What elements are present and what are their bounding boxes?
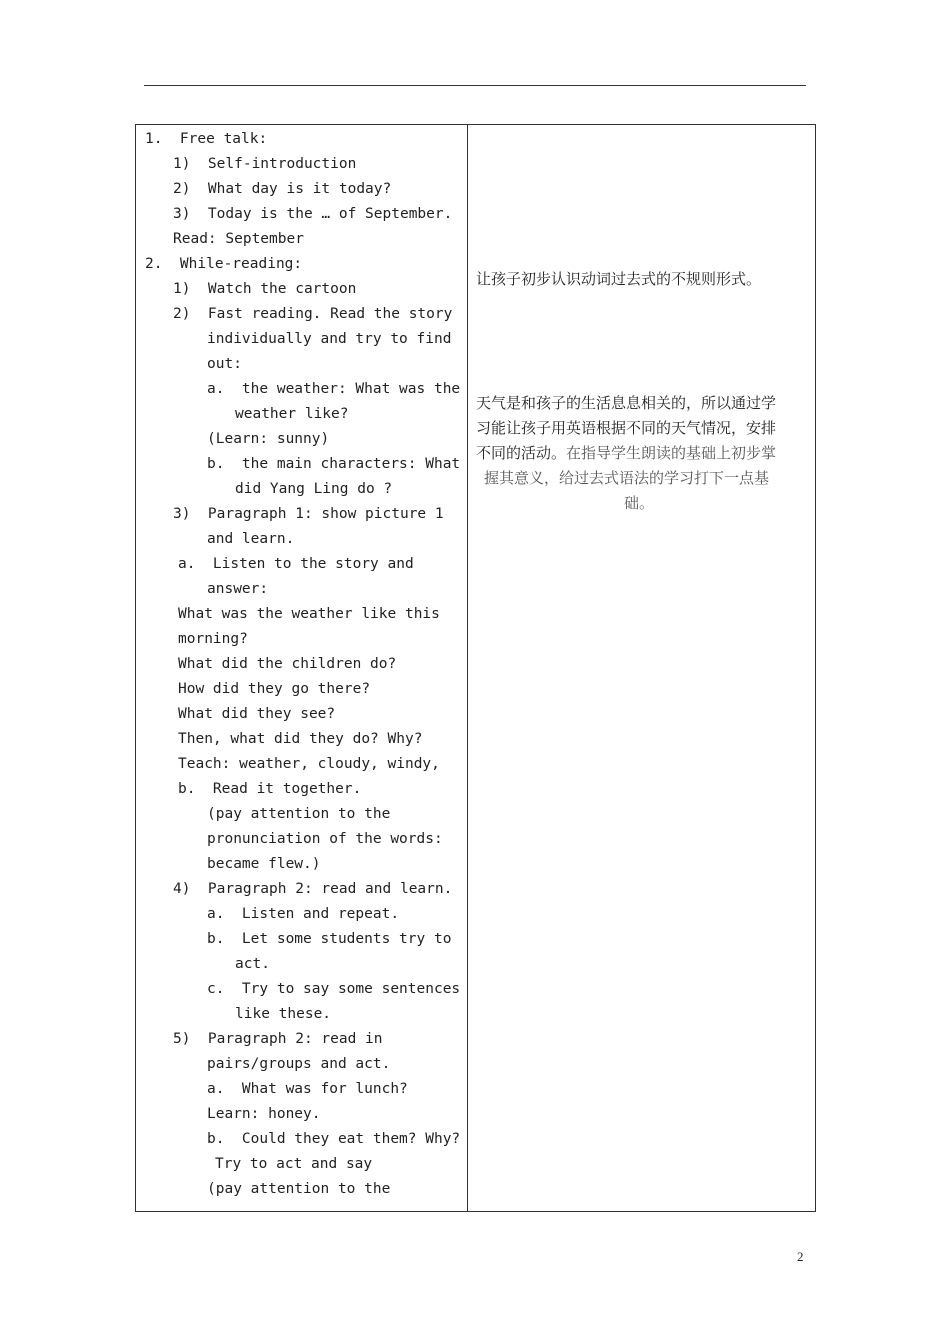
left-line: act. xyxy=(235,956,270,972)
left-line: b. the main characters: What xyxy=(207,456,461,472)
left-line: pairs/groups and act. xyxy=(207,1056,391,1072)
left-line: became flew.) xyxy=(207,856,321,872)
left-line: 2) What day is it today? xyxy=(173,181,392,197)
left-line: Try to act and say xyxy=(215,1156,373,1172)
right-note-weather-line: 天气是和孩子的生活息息相关的，所以通过学 xyxy=(476,394,777,412)
left-line: and learn. xyxy=(207,531,295,547)
left-line: Teach: weather, cloudy, windy, xyxy=(178,756,440,772)
left-line: 2) Fast reading. Read the story xyxy=(173,306,453,322)
left-line: pronunciation of the words: xyxy=(207,831,443,847)
left-line: (Learn: sunny) xyxy=(207,431,330,447)
left-line: Learn: honey. xyxy=(207,1106,321,1122)
left-line: What did they see? xyxy=(178,706,336,722)
left-line: b. Could they eat them? Why? xyxy=(207,1131,461,1147)
left-line: (pay attention to the xyxy=(207,1181,391,1197)
right-note-guidance-text: 础。 xyxy=(624,494,655,512)
left-line: Read: September xyxy=(173,231,304,247)
left-line: Then, what did they do? Why? xyxy=(178,731,423,747)
left-line: out: xyxy=(207,356,242,372)
right-note-weather-line: 习能让孩子用英语根据不同的天气情况，安排 xyxy=(476,419,777,437)
left-line: weather like? xyxy=(235,406,349,422)
header-rule xyxy=(144,85,806,86)
left-line: 3) Paragraph 1: show picture 1 xyxy=(173,506,444,522)
left-line: a. Listen and repeat. xyxy=(207,906,400,922)
right-note-guidance-text: 握其意义，给过去式语法的学习打下一点基 xyxy=(484,469,770,487)
column-divider xyxy=(467,125,468,1211)
left-line: How did they go there? xyxy=(178,681,371,697)
right-note-weather-text: 不同的活动。 xyxy=(476,444,567,462)
left-line: 1) Watch the cartoon xyxy=(173,281,357,297)
left-line: What was the weather like this xyxy=(178,606,440,622)
page-number: 2 xyxy=(797,1249,804,1264)
left-line: like these. xyxy=(235,1006,332,1022)
right-note-guidance-line xyxy=(484,466,769,491)
left-line: answer: xyxy=(207,581,269,597)
left-line: morning? xyxy=(178,631,248,647)
left-line: b. Read it together. xyxy=(178,781,362,797)
left-line: c. Try to say some sentences xyxy=(207,981,461,997)
left-line: 3) Today is the … of September. xyxy=(173,206,453,222)
left-line: 1) Self-introduction xyxy=(173,156,357,172)
left-line: (pay attention to the xyxy=(207,806,391,822)
left-line: individually and try to find xyxy=(207,331,452,347)
left-line: a. the weather: What was the xyxy=(207,381,461,397)
right-note-irregular-verbs: 让孩子初步认识动词过去式的不规则形式。 xyxy=(476,270,762,288)
left-line: b. Let some students try to xyxy=(207,931,452,947)
right-note-guidance-line xyxy=(624,491,654,516)
left-line: did Yang Ling do ? xyxy=(235,481,393,497)
left-line: a. What was for lunch? xyxy=(207,1081,408,1097)
right-note-guidance-text: 在指导学生朗读的基础上初步掌 xyxy=(566,444,777,462)
right-note-weather-line xyxy=(476,441,776,466)
left-line: What did the children do? xyxy=(178,656,397,672)
left-line: 2. While-reading: xyxy=(145,256,303,272)
lesson-table xyxy=(135,124,816,1212)
left-line: 5) Paragraph 2: read in xyxy=(173,1031,383,1047)
left-line: 4) Paragraph 2: read and learn. xyxy=(173,881,453,897)
left-line: 1. Free talk: xyxy=(145,131,268,147)
left-line: a. Listen to the story and xyxy=(178,556,414,572)
